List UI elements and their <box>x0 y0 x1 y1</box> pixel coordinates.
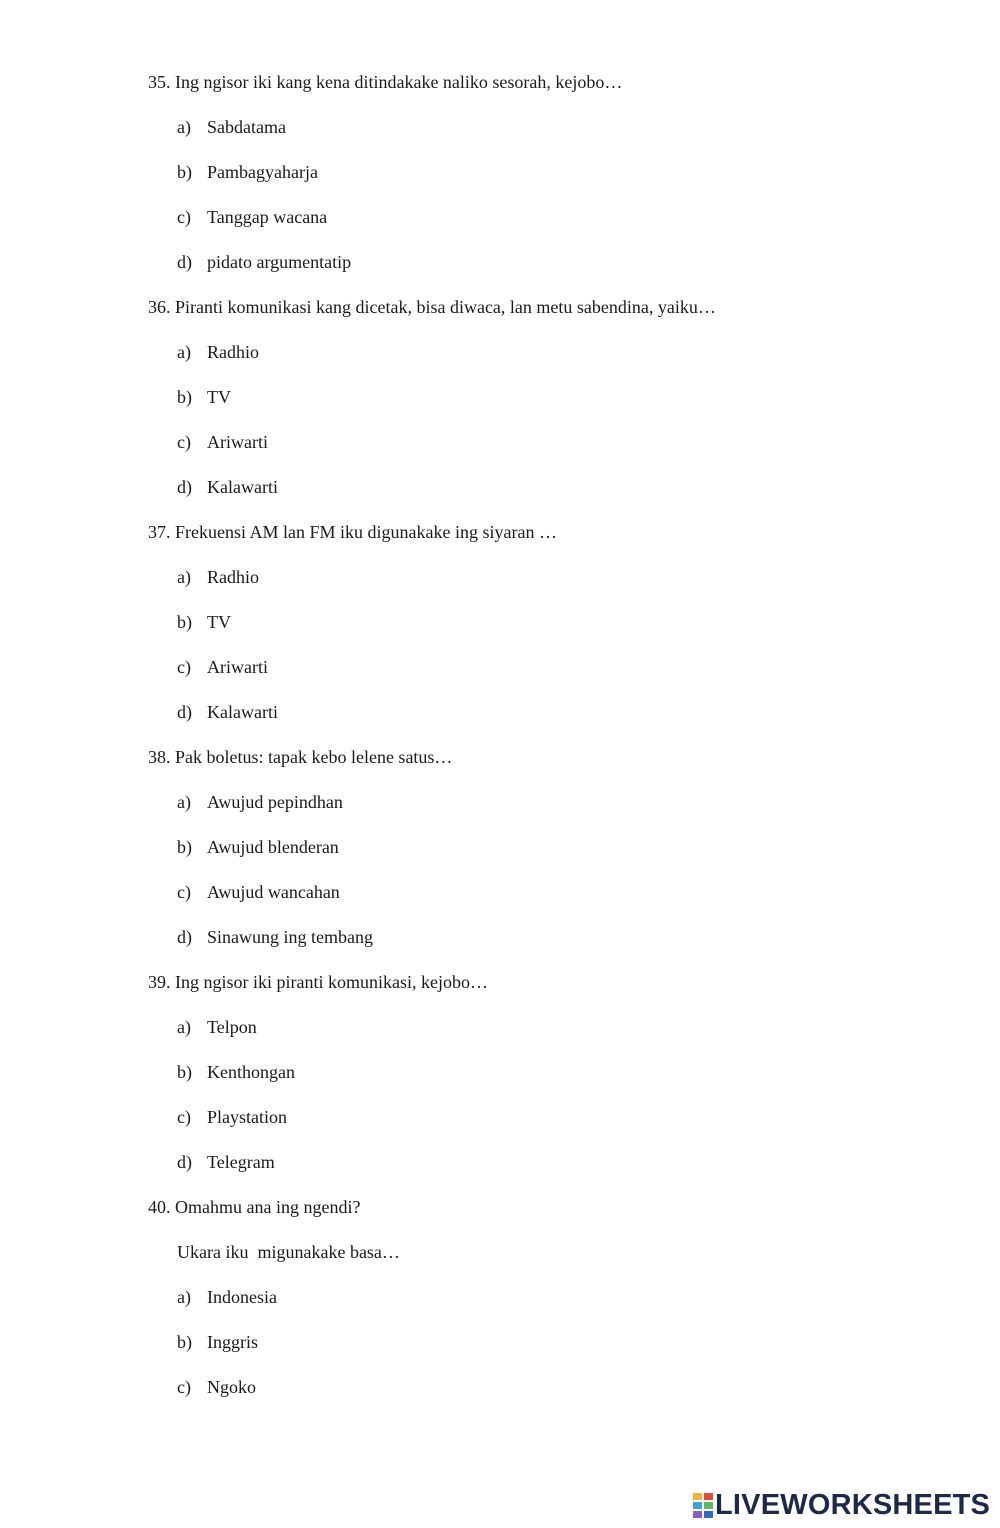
question-40 <box>148 1196 360 1218</box>
option-letter: c) <box>177 882 191 902</box>
option-letter: c) <box>177 657 191 677</box>
question-number: 37. <box>148 522 171 542</box>
question-text: Omahmu ana ing ngendi? <box>175 1197 361 1217</box>
option-text[interactable]: Telegram <box>207 1152 275 1172</box>
option-letter: b) <box>177 162 192 182</box>
option-text[interactable]: Pambagyaharja <box>207 162 318 182</box>
question-38 <box>148 746 452 768</box>
option-text[interactable]: Playstation <box>207 1107 287 1127</box>
option-letter: b) <box>177 387 192 407</box>
question-text: Pak boletus: tapak kebo lelene satus… <box>175 747 453 767</box>
option-letter: d) <box>177 927 192 947</box>
option-letter: d) <box>177 477 192 497</box>
question-number: 35. <box>148 72 171 92</box>
option-text[interactable]: TV <box>207 612 231 632</box>
option-text[interactable]: Telpon <box>207 1017 257 1037</box>
option-letter: a) <box>177 1287 191 1307</box>
option-letter: d) <box>177 252 192 272</box>
option-text[interactable]: Awujud blenderan <box>207 837 339 857</box>
option-text[interactable]: TV <box>207 387 231 407</box>
option-text[interactable]: Sabdatama <box>207 117 286 137</box>
question-text: Ing ngisor iki kang kena ditindakake naliko sesorah, kejobo… <box>175 72 623 92</box>
option-text[interactable]: Awujud wancahan <box>207 882 340 902</box>
option-text[interactable]: Ngoko <box>207 1377 256 1397</box>
liveworksheets-brand[interactable] <box>693 1490 990 1520</box>
liveworksheets-logo-icon <box>693 1492 713 1518</box>
option-text[interactable]: Indonesia <box>207 1287 277 1307</box>
option-text[interactable]: Kenthongan <box>207 1062 295 1082</box>
option-letter: c) <box>177 1107 191 1127</box>
question-number: 39. <box>148 972 171 992</box>
option-text[interactable]: Kalawarti <box>207 477 278 497</box>
option-text[interactable]: Radhio <box>207 342 259 362</box>
option-text[interactable]: Awujud pepindhan <box>207 792 343 812</box>
option-letter: a) <box>177 1017 191 1037</box>
question-number: 38. <box>148 747 171 767</box>
option-letter: b) <box>177 612 192 632</box>
option-letter: c) <box>177 1377 191 1397</box>
question-number: 36. <box>148 297 171 317</box>
question-35 <box>148 71 622 93</box>
option-text[interactable]: Radhio <box>207 567 259 587</box>
question-subtext: Ukara iku migunakake basa… <box>177 1242 400 1262</box>
option-letter: a) <box>177 117 191 137</box>
option-text[interactable]: Inggris <box>207 1332 258 1352</box>
option-letter: c) <box>177 207 191 227</box>
question-text: Ing ngisor iki piranti komunikasi, kejobo… <box>175 972 488 992</box>
brand-name: LIVEWORKSHEETS <box>715 1488 991 1521</box>
option-letter: b) <box>177 1332 192 1352</box>
option-text[interactable]: Sinawung ing tembang <box>207 927 373 947</box>
option-letter: b) <box>177 1062 192 1082</box>
option-letter: a) <box>177 342 191 362</box>
option-text[interactable]: Ariwarti <box>207 657 268 677</box>
option-letter: a) <box>177 792 191 812</box>
option-text[interactable]: Tanggap wacana <box>207 207 328 227</box>
question-text: Frekuensi AM lan FM iku digunakake ing siyaran … <box>175 522 557 542</box>
question-39 <box>148 971 488 993</box>
question-text: Piranti komunikasi kang dicetak, bisa diwaca, lan metu sabendina, yaiku… <box>175 297 716 317</box>
option-letter: a) <box>177 567 191 587</box>
option-letter: c) <box>177 432 191 452</box>
option-text[interactable]: pidato argumentatip <box>207 252 352 272</box>
question-36 <box>148 296 716 318</box>
option-letter: d) <box>177 1152 192 1172</box>
option-letter: d) <box>177 702 192 722</box>
option-text[interactable]: Ariwarti <box>207 432 268 452</box>
question-number: 40. <box>148 1197 171 1217</box>
option-text[interactable]: Kalawarti <box>207 702 278 722</box>
option-letter: b) <box>177 837 192 857</box>
question-37 <box>148 521 557 543</box>
